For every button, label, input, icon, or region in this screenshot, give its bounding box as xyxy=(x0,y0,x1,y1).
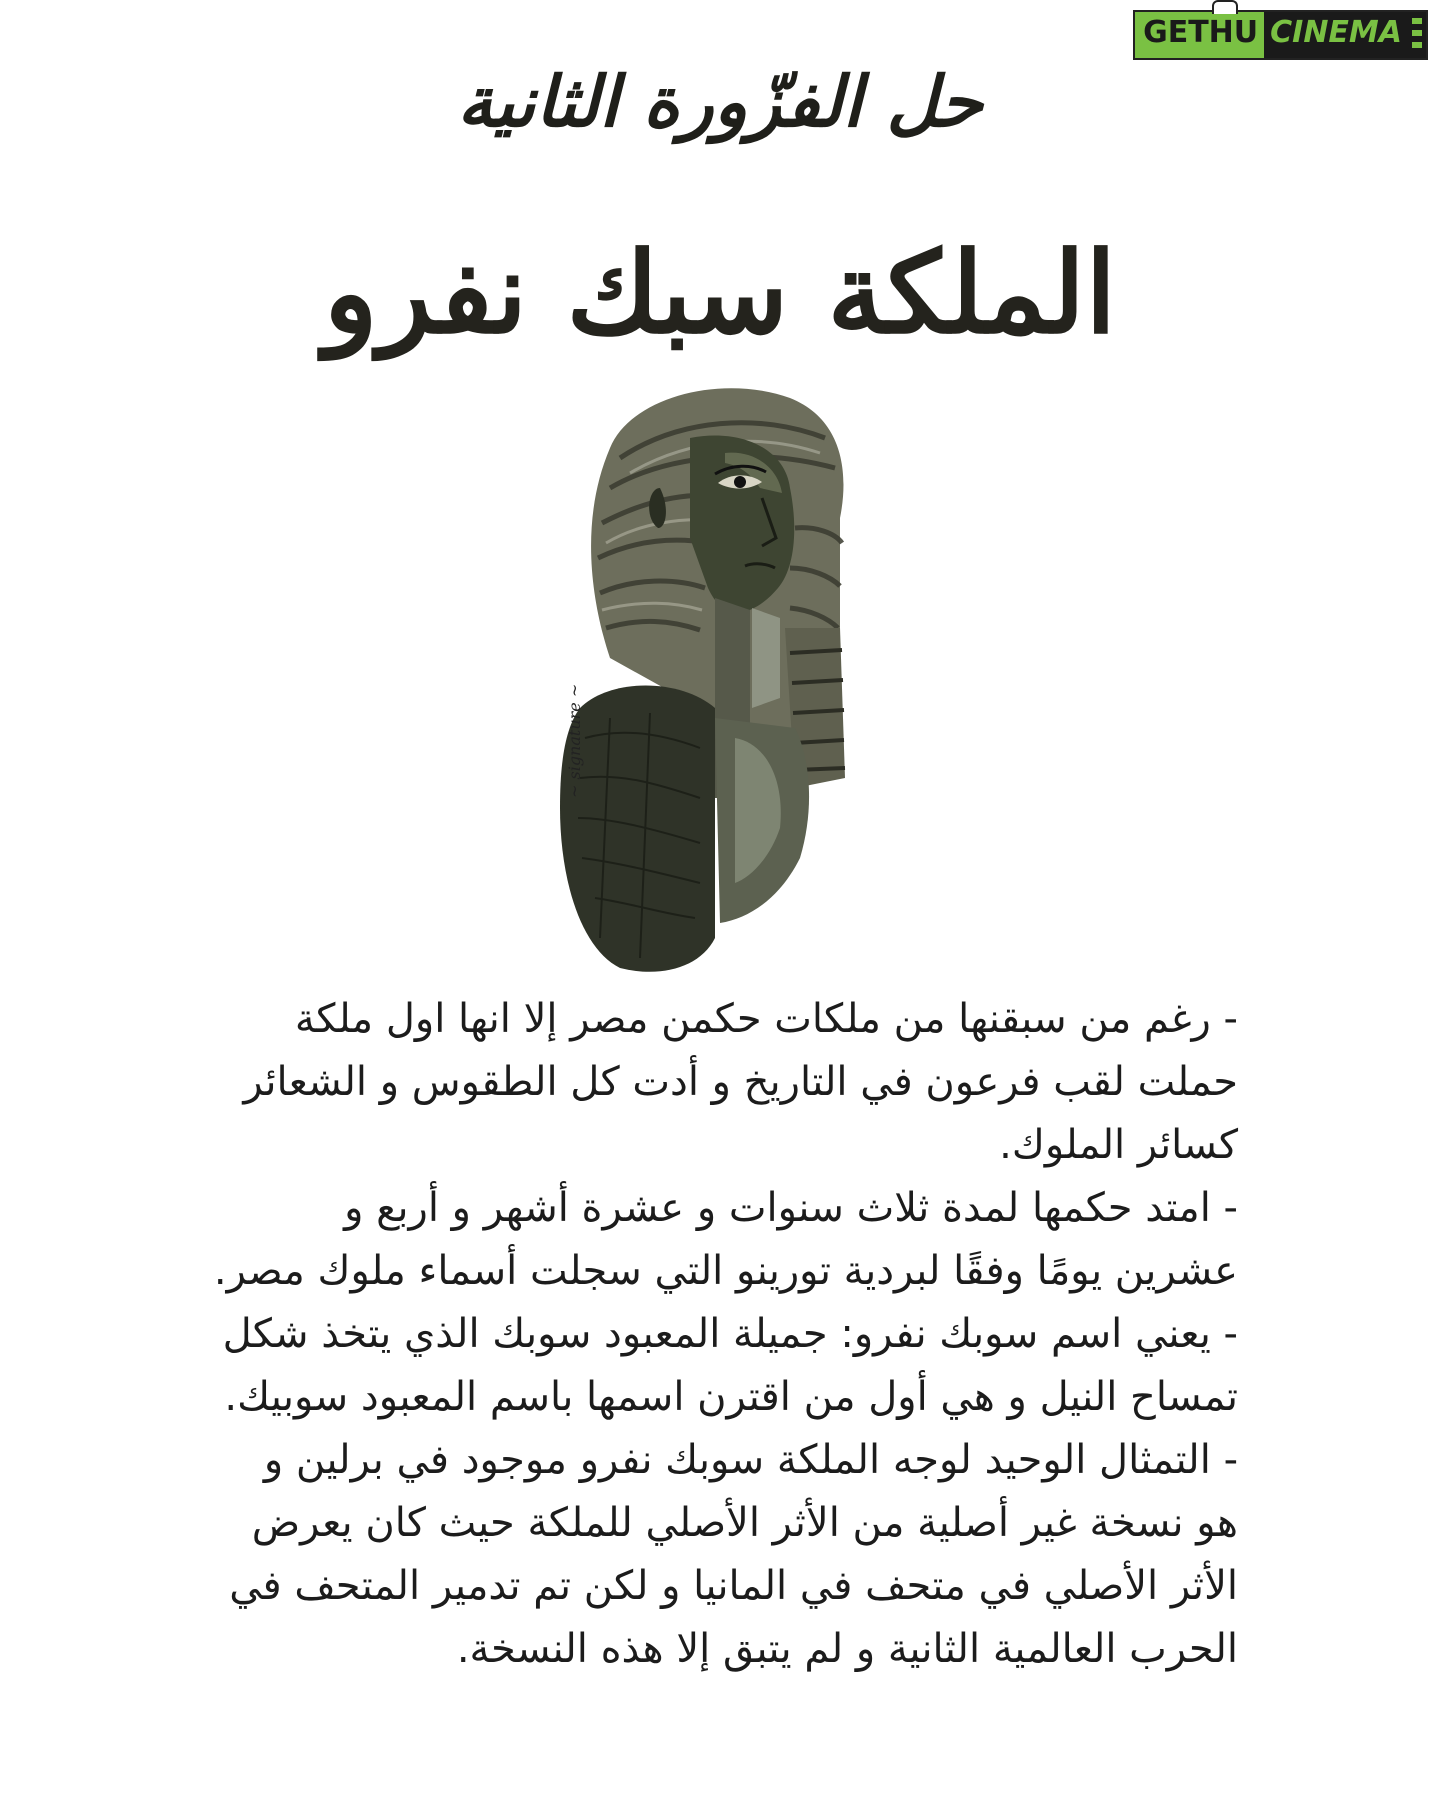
page-subtitle: حل الفزّورة الثانية xyxy=(457,60,983,143)
queen-bust-illustration xyxy=(540,378,910,978)
article-body xyxy=(210,988,1238,1681)
page-title: الملكة سبك نفرو xyxy=(323,228,1117,359)
logo-text-cinema: CINEMA xyxy=(1264,12,1408,58)
gethu-cinema-logo xyxy=(1133,10,1428,60)
paragraph-3: - يعني اسم سوبك نفرو: جميلة المعبود سوبك الذي يتخذ شكل تمساح النيل و هي أول من اقترن اسمها باسم المعبود سوبيك. xyxy=(222,1311,1238,1420)
logo-text-gethu: GETHU xyxy=(1135,12,1264,58)
film-strip-icon xyxy=(1408,12,1426,58)
svg-text:~ signature ~: ~ signature ~ xyxy=(565,683,584,798)
paragraph-4: - التمثال الوحيد لوجه الملكة سوبك نفرو موجود في برلين و هو نسخة غير أصلية من الأثر الأصلي للملكة حيث كان يعرض الأثر الأصلي في متحف في المانيا و لكن تم تدمير المتحف في الحرب العالمية الثانية و لم يتبق إلا هذه النسخة. xyxy=(229,1437,1238,1672)
paragraph-1: - رغم من سبقنها من ملكات حكمن مصر إلا انها اول ملكة حملت لقب فرعون في التاريخ و أدت كل الطقوس و الشعائر كسائر الملوك. xyxy=(243,996,1238,1168)
paragraph-2: - امتد حكمها لمدة ثلاث سنوات و عشرة أشهر و أربع و عشرين يومًا وفقًا لبردية تورينو التي سجلت أسماء ملوك مصر. xyxy=(213,1185,1238,1294)
camera-icon xyxy=(1212,0,1238,14)
